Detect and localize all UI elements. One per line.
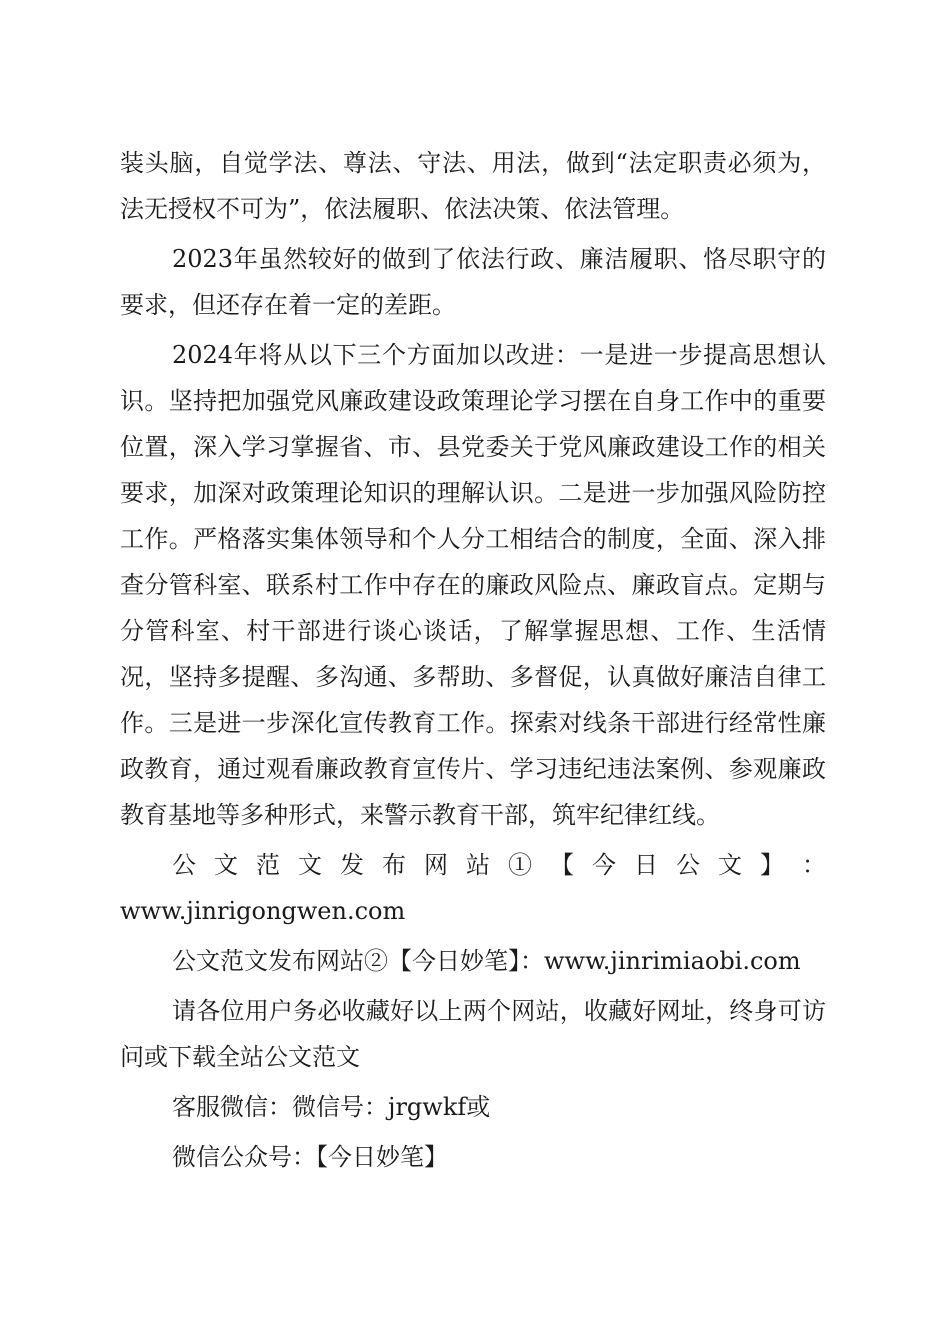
- document-body: [120, 140, 826, 1180]
- footer-site1: [120, 842, 826, 934]
- footer-site2: 公文范文发布网站②【今日妙笔】：www.jinrimiaobi.com: [172, 947, 801, 975]
- paragraph-2023-summary: 2023年虽然较好的做到了依法行政、廉洁履职、恪尽职守的要求，但还存在着一定的差距。: [120, 245, 826, 319]
- footer-wechat-service: 客服微信：微信号：jrgwkf或: [172, 1093, 491, 1121]
- paragraph-2024-improvements: 2024年将从以下三个方面加以改进：一是进一步提高思想认识。坚持把加强党风廉政建设政策理论学习摆在自身工作中的重要位置，深入学习掌握省、市、县党委关于党风廉政建设工作的相关要求，加深对政策理论知识的理解认识。二是进一步加强风险防控工作。严格落实集体领导和个人分工相结合的制度，全面、深入排查分管科室、联系村工作中存在的廉政风险点、廉政盲点。定期与分管科室、村干部进行谈心谈话，了解掌握思想、工作、生活情况，坚持多提醒、多沟通、多帮助、多督促，认真做好廉洁自律工作。三是进一步深化宣传教育工作。探索对线条干部进行经常性廉政教育，通过观看廉政教育宣传片、学习违纪违法案例、参观廉政教育基地等多种形式，来警示教育干部，筑牢纪律红线。: [120, 341, 826, 829]
- footer-site1-url: www.jinrigongwen.com: [120, 897, 406, 925]
- footer-wechat-public: 微信公众号：【今日妙笔】: [172, 1143, 448, 1171]
- footer-notice: 请各位用户务必收藏好以上两个网站，收藏好网址，终身可访问或下载全站公文范文: [120, 997, 826, 1071]
- footer-site1-label: 公 文 范 文 发 布 网 站 ① 【 今 日 公 文 】 ：: [172, 851, 826, 879]
- paragraph-continuation: 装头脑，自觉学法、尊法、守法、用法，做到“法定职责必须为，法无授权不可为”，依法履职、依法决策、依法管理。: [120, 149, 826, 223]
